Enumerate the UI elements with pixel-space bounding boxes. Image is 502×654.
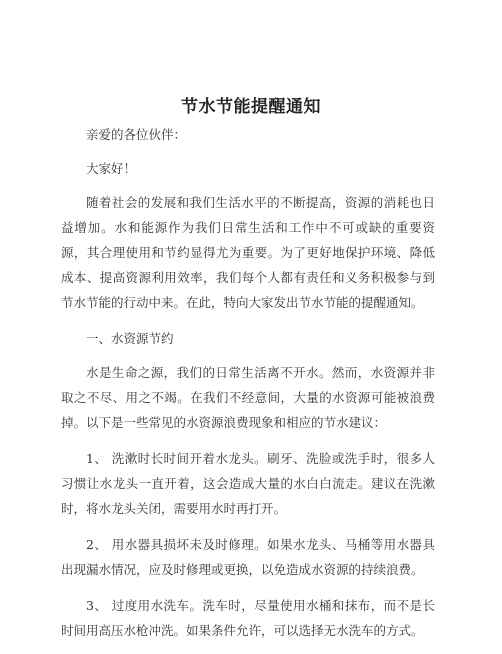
- document-title: 节水节能提醒通知: [181, 97, 321, 117]
- list-item: 1、 洗漱时长时间开着水龙头。刷牙、洗脸或洗手时，很多人习惯让水龙头一直开着，这会造成大量的水白白流走。建议在洗漱时，将水龙头关闭，需要用水时再打开。: [61, 451, 435, 516]
- document-body: [61, 122, 435, 654]
- greeting-line: 亲爱的各位伙伴：: [86, 127, 187, 142]
- intro-paragraph: 随着社会的发展和我们生活水平的不断提高，资源的消耗也日益增加。水和能源作为我们日常生活和工作中不可或缺的重要资源，其合理使用和节约显得尤为重要。为了更好地保护环境、降低成本、提高资源利用效率，我们每个人都有责任和义务积极参与到节水节能的行动中来。在此，特向大家发出节水节能的提醒通知。: [61, 195, 435, 310]
- section-water-intro: 水是生命之源，我们的日常生活离不开水。然而，水资源并非取之不尽、用之不竭。在我们不经意间，大量的水资源可能被浪费掉。以下是一些常见的水资源浪费现象和相应的节水建议：: [61, 365, 435, 430]
- list-item: 2、 用水器具损坏未及时修理。如果水龙头、马桶等用水器具出现漏水情况，应及时修理或更换，以免造成水资源的持续浪费。: [61, 537, 435, 577]
- hello-line: 大家好！: [86, 161, 137, 176]
- list-item: 3、 过度用水洗车。洗车时，尽量使用水桶和抹布，而不是长时间用高压水枪冲洗。如果条件允许，可以选择无水洗车的方式。: [61, 598, 435, 638]
- section-heading-water: 一、水资源节约: [86, 331, 174, 346]
